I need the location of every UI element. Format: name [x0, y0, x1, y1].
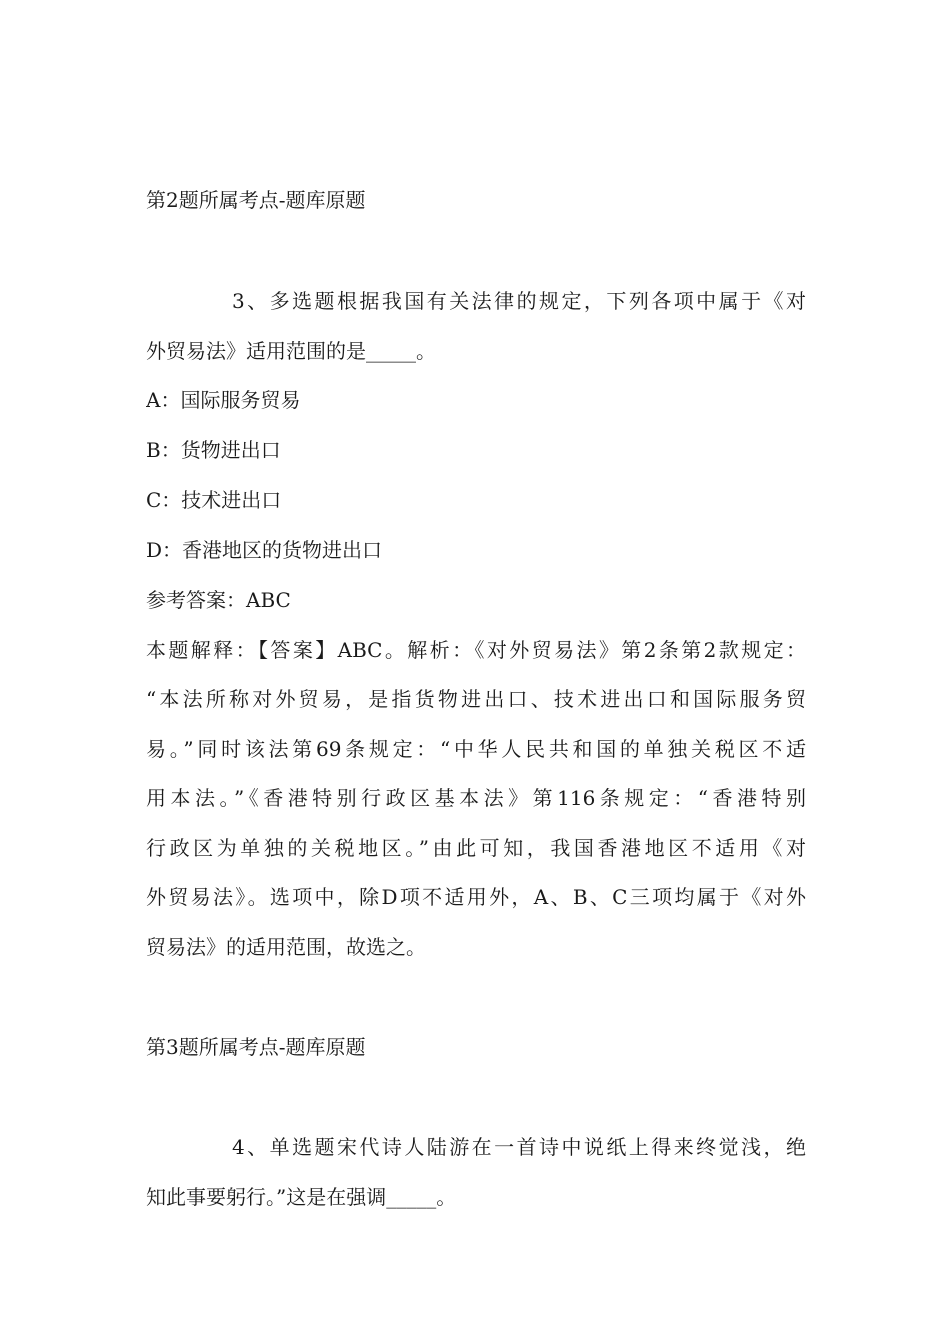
- q3-explanation-line: 本题解释：【答案】ABC。解析：《对外贸易法》第2条第2款规定：: [146, 638, 806, 662]
- q3-explanation-line: 用本法。”《香港特别行政区基本法》第116条规定：“香港特别: [146, 786, 806, 810]
- section3-topic: 第3题所属考点-题库原题: [146, 1035, 366, 1059]
- q3-explanation-line: 贸易法》的适用范围，故选之。: [146, 935, 426, 959]
- q3-stem-line2: 外贸易法》适用范围的是_____。: [146, 339, 436, 363]
- q4-stem-line2: 知此事要躬行。”这是在强调_____。: [146, 1185, 457, 1209]
- q3-explanation-line: 行政区为单独的关税地区。”由此可知，我国香港地区不适用《对: [146, 836, 806, 860]
- q3-explanation-line: 易。”同时该法第69条规定：“中华人民共和国的单独关税区不适: [146, 737, 806, 761]
- q3-option-a: A：国际服务贸易: [146, 388, 301, 412]
- q3-answer: 参考答案：ABC: [146, 588, 291, 612]
- q3-option-b: B：货物进出口: [146, 438, 281, 462]
- q3-option-c: C：技术进出口: [146, 488, 282, 512]
- section2-topic: 第2题所属考点-题库原题: [146, 188, 366, 212]
- q3-stem-line1: 3、多选题根据我国有关法律的规定，下列各项中属于《对: [232, 289, 806, 313]
- q4-stem-line1: 4、单选题宋代诗人陆游在一首诗中说纸上得来终觉浅，绝: [232, 1135, 806, 1159]
- q3-explanation-line: 外贸易法》。选项中，除D项不适用外，A、B、C三项均属于《对外: [146, 885, 806, 909]
- q3-option-d: D：香港地区的货物进出口: [146, 538, 383, 562]
- q3-explanation-line: “本法所称对外贸易，是指货物进出口、技术进出口和国际服务贸: [146, 687, 806, 711]
